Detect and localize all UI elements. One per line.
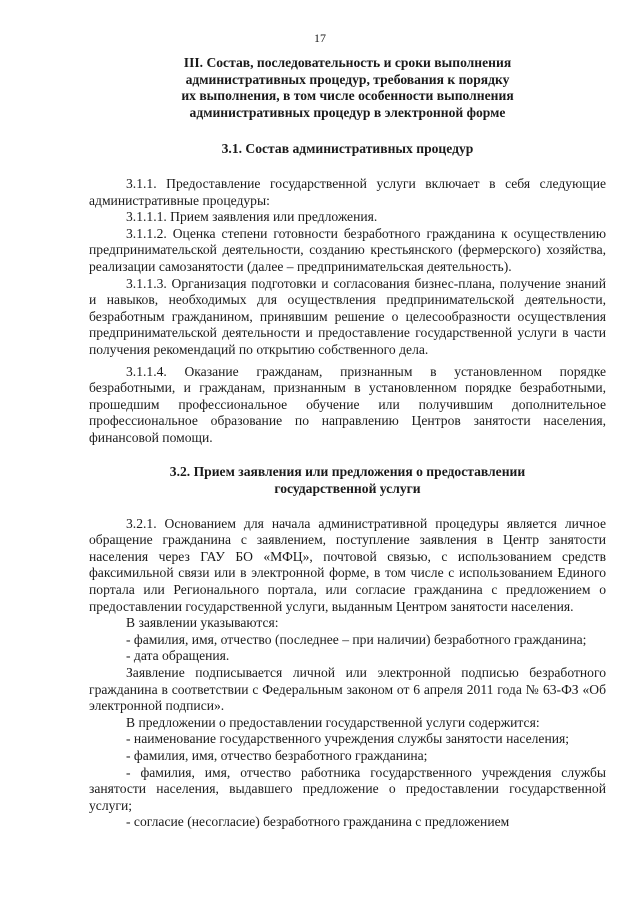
section-3-2-body — [89, 516, 606, 831]
page-content — [89, 55, 606, 831]
chapter-title-line: административных процедур в электронной форме — [189, 104, 506, 120]
list-item: - фамилия, имя, отчество работника государственного учреждения службы занятости населения, выдавшего предложение о предоставлении государственной услуги; — [89, 764, 606, 813]
list-item: - фамилия, имя, отчество (последнее – при наличии) безработного гражданина; — [126, 631, 587, 647]
paragraph: 3.2.1. Основанием для начала административной процедуры является личное обращение гражданина с заявлением, поступление заявления в Центр занятости населения через ГАУ БО «МФЦ», почтовой связью, с использованием средств факсимильной связи или в электронной форме, в том числе с использованием Единого портала или Регионального портала, или согласие гражданина с предложением о предоставлении государственной услуги, выданным Центром занятости населения. — [89, 515, 606, 614]
chapter-title-line: III. Состав, последовательность и сроки выполнения — [183, 55, 512, 70]
chapter-title — [129, 55, 566, 121]
paragraph: В заявлении указываются: — [126, 615, 279, 631]
paragraph: 3.1.1.4. Оказание гражданам, признанным в установленном порядке безработными, и гражданам, признанным в установленном порядке безработными, прошедшим профессиональное обучение или получившим дополнительное профессиональное образование по направлению Центров занятости населения, финансовой помощи. — [89, 363, 606, 445]
section-3-2-title-line: 3.2. Прием заявления или предложения о предоставлении — [169, 464, 526, 480]
list-item: - согласие (несогласие) безработного гражданина с предложением — [126, 814, 510, 830]
section-3-2-title — [89, 464, 606, 497]
chapter-title-line: административных процедур, требования к порядку — [185, 71, 510, 87]
section-3-1-title: 3.1. Состав административных процедур — [221, 141, 474, 157]
paragraph: Заявление подписывается личной или электронной подписью безработного гражданина в соответствии с Федеральным законом от 6 апреля 2011 года № 63-ФЗ «Об электронной подписи». — [89, 665, 606, 714]
list-item: - дата обращения. — [126, 648, 230, 664]
paragraph: 3.1.1. Предоставление государственной услуги включает в себя следующие административные процедуры: — [89, 175, 606, 208]
section-3-2-title-line: государственной услуги — [274, 481, 421, 497]
page-number: 17 — [314, 31, 326, 45]
paragraph: 3.1.1.1. Прием заявления или предложения. — [126, 209, 378, 225]
paragraph: 3.1.1.3. Организация подготовки и согласования бизнес-плана, получение знаний и навыков, необходимых для осуществления предпринимательской деятельности, безработным гражданином, принявшим решение о целесообразности осуществления предпринимательской деятельности и предоставление государственной услуги в части получения рекомендаций по открытию собственного дела. — [89, 275, 606, 357]
paragraph: В предложении о предоставлении государственной услуги содержится: — [126, 714, 540, 730]
list-item: - фамилия, имя, отчество безработного гражданина; — [126, 747, 428, 763]
section-3-1-body — [89, 176, 606, 447]
list-item: - наименование государственного учреждения службы занятости населения; — [126, 731, 570, 747]
chapter-title-line: их выполнения, в том числе особенности выполнения — [181, 88, 514, 104]
paragraph: 3.1.1.2. Оценка степени готовности безработного гражданина к осуществлению предпринимательской деятельности, созданию крестьянского (фермерского) хозяйства, реализации самозанятости (далее – предпринимательская деятельность). — [89, 225, 606, 274]
